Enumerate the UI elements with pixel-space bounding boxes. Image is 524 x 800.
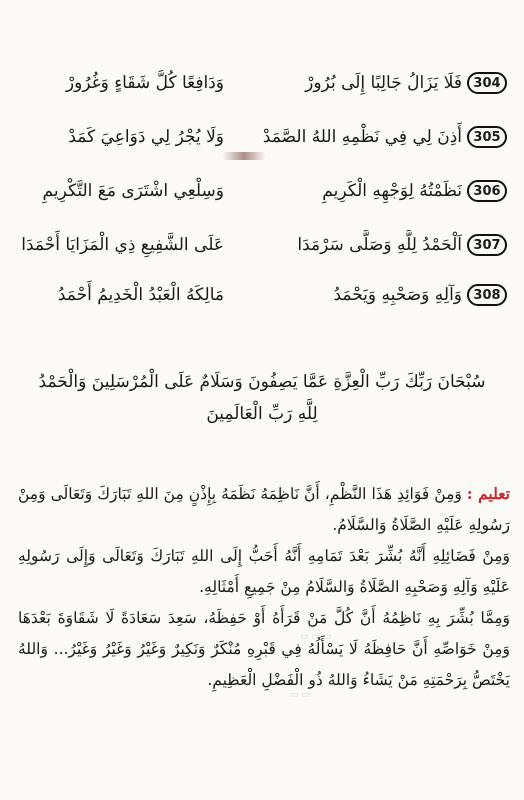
show-through-artifact: ▭ ▭ — [290, 690, 310, 700]
verse-second-hemistich: وَدَافِعًا كُلَّ شَقَاءٍ وَغُرُورْ — [65, 73, 224, 93]
commentary-block — [18, 478, 510, 696]
verse-number: 307 — [467, 234, 507, 256]
verse-first-hemistich: نَظَمْتُهُ لِوَجْهِهِ الْكَرِيمِ — [322, 181, 462, 201]
verse-number: 305 — [467, 126, 507, 148]
verse-first-hemistich: وَآلِهِ وَصَحْبِهِ وَيَحْمَدُ — [333, 285, 462, 305]
verse-first-hemistich: اَلْحَمْدُ لِلَّهِ وَصَلَّى سَرْمَدَا — [297, 235, 462, 255]
commentary-paragraph-3: وَمِمَّا بُشِّرَ بِهِ نَاظِمُهُ أَنَّ كُلَّ مَنْ قَرَأَهُ أَوْ حَفِظَهُ، سَعِدَ سَعَادَةً لَا شَقَاوَةَ بَعْدَهَا وَمِنْ خَوَاصِّهِ أَنَّ حَافِظَهُ لَا يَسْأَلُهُ فِي قَبْرِهِ مُنْكَرٌ وَنَكِيرٌ وَغَيْرُ وَغَيْرُ وَغَيْرُ... وَاللهُ يَخْتَصُّ بِرَحْمَتِهِ مَنْ يَشَاءُ وَاللهُ ذُو الْفَضْلِ الْعَظِيمِ. — [18, 609, 510, 689]
verse-row-306 — [0, 176, 524, 216]
verse-first-hemistich: أَذِنَ لِي فِي نَظْمِهِ اللهُ الصَّمَدْ — [262, 127, 462, 147]
ink-smudge — [222, 152, 266, 160]
verse-row-304 — [0, 68, 524, 108]
show-through-artifact: ▭ ▭ ▭ — [300, 632, 332, 642]
verse-number: 306 — [467, 180, 507, 202]
verse-number: 308 — [467, 284, 507, 306]
verse-row-307 — [0, 230, 524, 270]
verse-row-308 — [0, 280, 524, 320]
verse-number: 304 — [467, 72, 507, 94]
closing-doxology-line-2: لِلَّهِ رَبِّ الْعَالَمِينَ — [206, 404, 318, 424]
verse-second-hemistich: مَالِكَهُ الْعَبْدُ الْخَدِيمُ أَحْمَدُ — [57, 285, 224, 305]
commentary-text: وَمِنْ فَوَائِدِ هَذَا النَّظْمِ، أَنَّ نَاظِمَهُ نَظَمَهُ بِإِذْنٍ مِنَ اللهِ تَبَارَكَ وَتَعَالَى وَمِنْ رَسُولِهِ عَلَيْهِ الصَّلَاةُ وَالسَّلَامُ. — [18, 485, 510, 534]
verse-second-hemistich: وَلَا يُجْرُ لِي دَوَاعِيَ كَمَدْ — [68, 127, 224, 147]
verse-second-hemistich: عَلَى الشَّفِيعِ ذِي الْمَزَايَا أَحْمَدَا — [21, 235, 224, 255]
commentary-paragraph-2: وَمِنْ فَضَائِلِهِ أَنَّهُ بُشِّرَ بَعْدَ تَمَامِهِ أَنَّهُ أَحَبُّ إِلَى اللهِ تَبَارَكَ وَتَعَالَى وَإِلَى رَسُولِهِ عَلَيْهِ وَآلِهِ وَصَحْبِهِ الصَّلَاةُ وَالسَّلَامُ مِنْ جَمِيعِ أَمْثَالِهِ. — [18, 547, 510, 596]
closing-doxology-line-1: سُبْحَانَ رَبِّكَ رَبِّ الْعِزَّةِ عَمَّا يَصِفُونَ وَسَلَامٌ عَلَى الْمُرْسَلِينَ وَالْحَمْدُ — [38, 372, 486, 392]
commentary-paragraph-1 — [18, 478, 510, 541]
verse-second-hemistich: وَسِلْعِي اشْتَرَى مَعَ التَّكْرِيمِ — [42, 181, 224, 201]
commentary-label: تعليم : — [466, 484, 510, 503]
verse-first-hemistich: فَلَا يَزَالُ جَالِبًا إِلَى بُرُورْ — [305, 73, 462, 93]
